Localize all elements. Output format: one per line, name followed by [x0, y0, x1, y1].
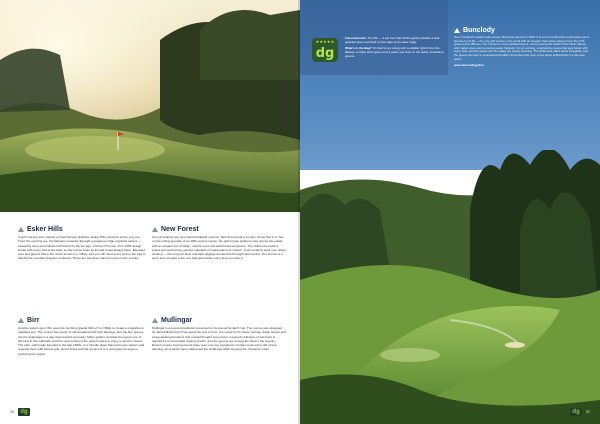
article-bunclody [454, 27, 592, 67]
article-body: One of Ireland's top new inland parkland courses, New Forest has a country house feel to it. Set on the rolling grounds of an 18th-century manor, the golf course winds its way across the estate with an elegant mix of water, mature trees and well-bunkered greens. The clubhouse itself is grand and welcoming, and the standard of maintenance is superb. You'll certainly want your driver working — the long par-fives and tight doglegs demand both length and control. The course is a stern test, but also a fun one that gets better every time you play it. [152, 235, 286, 261]
article-esker-hills [18, 226, 146, 261]
dg-logo: dg [570, 408, 582, 416]
article-new-forest [152, 226, 286, 261]
article-mullingar [152, 317, 286, 352]
tip-label: Favourite Hole: [345, 36, 367, 40]
article-birr [18, 317, 146, 356]
photo-caption: Esker Hills [8, 212, 29, 217]
tip-label: What's in the Bag? [345, 46, 372, 50]
article-title-text: Birr [27, 317, 40, 324]
article-title [152, 317, 286, 324]
article-title-text: Esker Hills [27, 226, 63, 233]
right-page-footer [570, 408, 590, 416]
article-title [18, 226, 146, 233]
course-marker-icon [18, 227, 24, 232]
article-body: If golf courses were ranked on their fairway sidebars, Esker Hills would be at the very top. From the opening tee, the fairways meander through a gorgeous ridge of glacial eskers — sweeping rises and hollows left behind by the ice age. Christy O'Connor Jnr's 1996 design works with every fold of the land, so the course feels as though it was always there. Elevated tees and greens frame the views across Co. Offaly, and you will need every club in the bag to handle the constant changes of stance. There are few finer inland courses in the country. [18, 235, 146, 261]
article-body: One of Ireland's newest golf courses, Bunclody opened in 2009. It is set in the Wexford countryside and is famous for its lift — the only golf course in the world with an elevator that carries players from the 17th green to the 18th tee. The course is a true parkland layout, running along the banks of the River Slaney, with mature trees and numerous water hazards. It is an exciting, entertaining course that gets better with every hole, and the views over the valley are simply stunning. The clubhouse offers warm hospitality, and the greens are kept in exceptional condition throughout the year. A day spent at Bunclody is a day well spent. [454, 35, 590, 61]
course-marker-icon [454, 28, 460, 33]
course-tips [345, 36, 445, 60]
badge-logo-text: dg [315, 46, 335, 61]
tip-whats-in-bag [345, 46, 445, 58]
article-title [454, 27, 592, 34]
dg-logo: dg [18, 408, 30, 416]
page-number: 37 [586, 410, 590, 414]
tip-text: It's hard to go wrong with a reliable hybrid from the fairway, a sharp short game and a putter you trust on the quick, undulating greens. [345, 46, 444, 58]
course-marker-icon [152, 227, 158, 232]
rating-stars: ★★★★★ [315, 39, 335, 44]
tip-text: The 5th — a par four that climbs gently towards a well-guarded green perched on the edge of an esker ridge. [345, 36, 441, 44]
website-link[interactable]: www.bunclodygolf.ie [454, 63, 484, 68]
page-number: 36 [10, 410, 14, 414]
course-marker-icon [18, 318, 24, 323]
dg-rating-badge [312, 38, 338, 62]
bunclody-photo [300, 150, 600, 424]
article-body: Mullingar is a revered parkland renowned for its annual Scratch Cup. The course was designed by James Braid and it has stood the test of time. It is noted for its clever routing, subtle slopes and well-positioned bunkers that reward thought over power. A superb collection of par-fours is capped by a memorable closing stretch, and the greens are among the best in the country. Recent course improvements have seen new tee complexes, bunker work and a raft of tree planting, all of which have sharpened the challenge while keeping the character intact. [152, 326, 286, 352]
article-title [18, 317, 146, 324]
left-page-footer [10, 408, 30, 416]
article-title-text: Bunclody [463, 27, 495, 34]
esker-hills-photo [0, 0, 300, 212]
article-body: Another eskers gem, Birr uses the rambling glacial hills of Co. Offaly to create a magnificent parkland test. The course has plenty of old woodland and lush fairways, and the fine greens dot the landscape in a way that rewards accuracy. Many golfers consider the layout one of the best in the midlands, and the rural setting is the perfect place to enjoy a round in peace. The club, which was founded in the late 1800s, is a friendly place that welcomes visitors and rewards them with honest golf, clever holes and fair greens. It is a must-play for anyone exploring the region. [18, 326, 145, 356]
article-title-text: Mullingar [161, 317, 193, 324]
tip-favourite-hole [345, 36, 445, 44]
course-marker-icon [152, 318, 158, 323]
article-title-text: New Forest [161, 226, 199, 233]
article-title [152, 226, 286, 233]
right-page [300, 0, 600, 424]
